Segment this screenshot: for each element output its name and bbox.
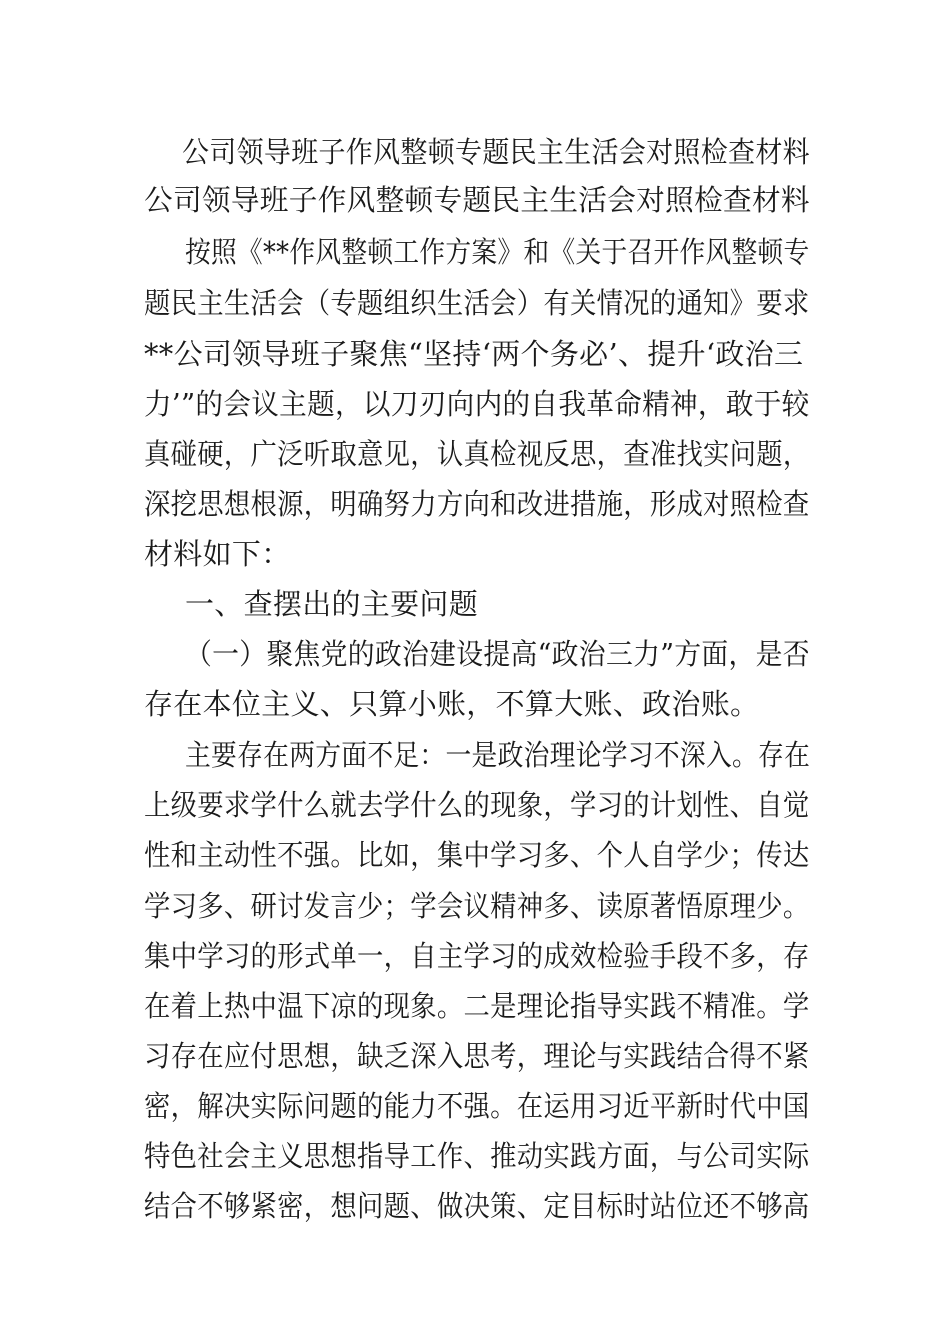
section-heading: 一、查摆出的主要问题	[185, 587, 479, 621]
intro-line: 深挖思想根源，明确努力方向和改进措施，形成对照检查	[144, 487, 810, 521]
intro-line: 力’”的会议主题，以刀刃向内的自我革命精神，敢于较	[144, 387, 810, 421]
intro-line: 材料如下：	[144, 537, 291, 571]
body-line: 学习多、研讨发言少；学会议精神多、读原著悟原理少。	[144, 889, 810, 923]
body-line: 习存在应付思想，缺乏深入思考，理论与实践结合得不紧	[144, 1039, 810, 1073]
body-line: 主要存在两方面不足：一是政治理论学习不深入。存在	[185, 738, 811, 772]
intro-line: **公司领导班子聚焦“坚持‘两个务必’、提升‘政治三	[144, 337, 804, 371]
body-line: 上级要求学什么就去学什么的现象，学习的计划性、自觉	[144, 788, 810, 822]
body-line: 密，解决实际问题的能力不强。在运用习近平新时代中国	[144, 1089, 810, 1123]
document-subtitle: 公司领导班子作风整顿专题民主生活会对照检查材料	[144, 183, 810, 217]
subsection-line: 存在本位主义、只算小账，不算大账、政治账。	[144, 687, 760, 721]
intro-line: 按照《**作风整顿工作方案》和《关于召开作风整顿专	[185, 235, 810, 269]
body-line: 在着上热中温下凉的现象。二是理论指导实践不精准。学	[144, 989, 810, 1023]
intro-line: 真碰硬，广泛听取意见，认真检视反思，查准找实问题，	[144, 437, 810, 471]
body-line: 特色社会主义思想指导工作、推动实践方面，与公司实际	[144, 1139, 810, 1173]
body-line: 性和主动性不强。比如，集中学习多、个人自学少；传达	[144, 838, 810, 872]
intro-line: 题民主生活会（专题组织生活会）有关情况的通知》要求	[144, 286, 810, 320]
document-title: 公司领导班子作风整顿专题民主生活会对照检查材料	[182, 135, 810, 169]
subsection-line: （一）聚焦党的政治建设提高“政治三力”方面，是否	[185, 637, 810, 671]
body-line: 集中学习的形式单一，自主学习的成效检验手段不多，存	[144, 939, 810, 973]
body-line: 结合不够紧密，想问题、做决策、定目标时站位还不够高	[144, 1189, 810, 1223]
